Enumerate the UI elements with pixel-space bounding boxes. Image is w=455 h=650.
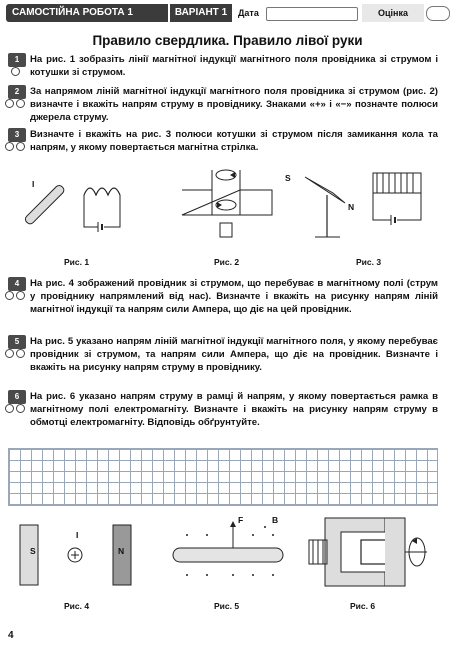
figure-3-caption: Рис. 3 [356, 257, 382, 267]
difficulty-dots-icon [4, 291, 26, 305]
figure-5-caption: Рис. 5 [214, 601, 240, 611]
figure-3-drawing [285, 165, 445, 250]
difficulty-dots-icon [4, 142, 26, 156]
date-label: Дата [238, 8, 259, 18]
task-text-1: На рис. 1 зобразіть лінії магнітної індукції магнітного поля провідника зі струмом і котушки зі струмом. [30, 54, 438, 78]
figure-6-drawing [305, 512, 440, 594]
task-text-3: Визначте і вкажіть на рис. 3 полюси котушки зі струмом після замикання кола та напрям, у якому повертається магнітна стрілка. [30, 129, 438, 153]
task-number-6: 6 [8, 390, 26, 404]
figure-6-caption: Рис. 6 [350, 601, 376, 611]
figure-2-drawing [172, 165, 284, 250]
task-number-5: 5 [8, 335, 26, 349]
figure-5-drawing [165, 515, 290, 590]
difficulty-dots-icon [4, 404, 26, 418]
figure-1-caption: Рис. 1 [64, 257, 90, 267]
task-number-2: 2 [8, 85, 26, 99]
answer-grid[interactable] [8, 448, 438, 506]
figure-4-caption: Рис. 4 [64, 601, 90, 611]
difficulty-dots-icon [4, 349, 26, 363]
figure-1-drawing [20, 165, 130, 245]
difficulty-dots-icon [4, 67, 26, 81]
page-number: 4 [8, 630, 14, 641]
figure-2-caption: Рис. 2 [214, 257, 240, 267]
task-number-3: 3 [8, 128, 26, 142]
grade-label: Оцінка [362, 4, 424, 22]
north-pole-label: N [118, 546, 125, 556]
date-field[interactable] [266, 7, 358, 21]
current-label: I [32, 179, 35, 189]
variant-label: ВАРІАНТ 1 [170, 4, 232, 22]
current-label: I [76, 530, 79, 540]
force-label: F [238, 515, 244, 525]
worksheet-header [6, 4, 449, 22]
task-text-2: За напрямом ліній магнітної індукції магнітного поля провідника зі струмом (рис. 2) визначте і вкажіть напрям струму в провіднику. Знаками «+» і «−» позначте полюси джерела струму. [30, 86, 438, 123]
grade-field[interactable] [426, 6, 450, 21]
task-number-1: 1 [8, 53, 26, 67]
north-pole-label: N [348, 202, 355, 212]
task-text-4: На рис. 4 зображений провідник зі струмом, що перебуває в магнітному полі (струм у провіднику напрямлений від нас). Визначте і вкажіть на рисунку напрям ліній магнітної індукції та напрям сили Ампера, що діє на цей провідник. [30, 278, 438, 315]
task-text-5: На рис. 5 указано напрям ліній магнітної індукції магнітного поля, у якому перебуває провідник зі струмом, та напрям сили Ампера, що діє на провідник. Визначте і вкажіть на рисунку напрям струму в провіднику. [30, 336, 438, 373]
south-pole-label: S [30, 546, 36, 556]
induction-label: B [272, 515, 279, 525]
work-title-label: САМОСТІЙНА РОБОТА 1 [6, 4, 168, 22]
south-pole-label: S [285, 173, 291, 183]
task-number-4: 4 [8, 277, 26, 291]
page-title: Правило свердлика. Правило лівої руки [92, 33, 363, 48]
task-text-6: На рис. 6 указано напрям струму в рамці й напрям, у якому повертається рамка в магнітному полі електромагніту. Визначте і вкажіть на рисунку напрям струму в обмотці електромагніту. Відповідь обґрунтуйте. [30, 391, 438, 428]
difficulty-dots-icon [4, 99, 26, 113]
